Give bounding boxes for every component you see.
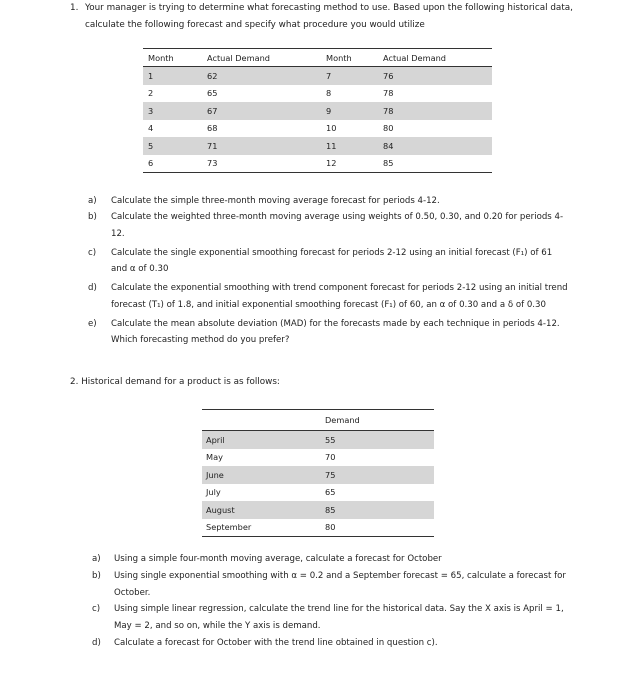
item-text: Calculate the weighted three-month moving average using weights of 0.50, 0.30, and 0.20 for periods 4-12.: [111, 212, 564, 239]
item-text: Calculate the exponential smoothing with trend component forecast for periods 2-12 using an initial trend forecast (T₁) of 1.8, and initial exponential smoothing forecast (F₁) of 60, an α of 0.30 and a δ of 0.30: [111, 283, 568, 310]
table-cell: 4: [148, 123, 154, 134]
table-cell: June: [202, 466, 325, 484]
table-cell: 65: [325, 487, 336, 498]
item-label: d): [88, 283, 97, 294]
list-item: [92, 635, 570, 652]
table-cell: 11: [326, 137, 383, 155]
list-item: [92, 601, 570, 635]
item-text: Using a simple four-month moving average, calculate a forecast for October: [114, 554, 442, 564]
table-cell: 2: [148, 88, 154, 99]
list-item: [88, 280, 570, 313]
table-cell: 1: [143, 67, 207, 85]
table-cell: 75: [325, 466, 434, 484]
question-1-text: Your manager is trying to determine what forecasting method to use. Based upon the following historical data, calculate the following forecast and specify what procedure you would utilize: [85, 3, 573, 30]
table-cell: 8: [326, 88, 332, 99]
item-text: Calculate a forecast for October with the trend line obtained in question c).: [114, 637, 438, 648]
table-cell: 78: [383, 88, 394, 99]
table-row: [202, 484, 434, 502]
table-cell: 9: [326, 102, 383, 120]
table-cell: 65: [207, 88, 218, 99]
item-text: Calculate the simple three-month moving average forecast for periods 4-12.: [111, 196, 440, 206]
table-cell: 10: [326, 123, 337, 134]
item-label: d): [92, 637, 101, 648]
item-text: Calculate the single exponential smoothing forecast for periods 2-12 using an initial forecast (F₁) of 61 and α of 0.30: [111, 247, 553, 275]
table-cell: 78: [383, 102, 492, 120]
table-row: [143, 85, 492, 103]
item-label: b): [92, 570, 101, 581]
table-cell: August: [202, 501, 325, 519]
table-cell: 7: [326, 67, 383, 85]
table-cell: 80: [325, 522, 336, 533]
table-cell: 62: [207, 67, 326, 85]
table-cell: 5: [143, 137, 207, 155]
table-cell: 85: [383, 158, 394, 169]
question-2-subitems: [92, 551, 570, 652]
table-cell: September: [206, 522, 252, 533]
table-cell: 12: [326, 158, 337, 169]
table-row: [202, 431, 434, 449]
header-actual-demand-2: Actual Demand: [383, 52, 446, 63]
header-month-2: Month: [326, 52, 352, 63]
table-cell: 67: [207, 102, 326, 120]
table-cell: 3: [143, 102, 207, 120]
demand-table-2: [202, 409, 434, 537]
table-row: [143, 137, 492, 155]
question-1-heading: [70, 0, 580, 34]
table-header-row: [143, 49, 492, 67]
list-item: [88, 316, 570, 349]
table-cell: 71: [207, 137, 326, 155]
table-cell: 85: [325, 501, 434, 519]
item-text: Using simple linear regression, calculate the trend line for the historical data. Say the X axis is April = 1, May = 2, and so on, while the Y axis is demand.: [114, 604, 564, 632]
question-2-heading: 2. Historical demand for a product is as follows:: [70, 377, 280, 387]
item-label: e): [88, 319, 97, 330]
table-row: [143, 102, 492, 120]
table-row: [202, 449, 434, 467]
list-item: [92, 568, 570, 602]
table-row: [202, 501, 434, 519]
table-cell: 68: [207, 123, 218, 134]
table-header-row: [202, 410, 434, 431]
table-row: [143, 120, 492, 138]
header-demand: Demand: [325, 415, 360, 425]
item-text: Calculate the mean absolute deviation (MAD) for the forecasts made by each technique in periods 4-12. Which forecasting method do you prefer?: [111, 319, 560, 346]
table-cell: 6: [148, 158, 154, 169]
item-text: Using single exponential smoothing with α = 0.2 and a September forecast = 65, calculate a forecast for October.: [114, 570, 566, 598]
table-cell: April: [202, 431, 325, 449]
table-row: [202, 466, 434, 484]
list-item: [92, 551, 570, 568]
header-month: Month: [148, 52, 174, 63]
table-row: [143, 155, 492, 173]
demand-table-1: [143, 48, 492, 173]
question-1-number: 1.: [70, 3, 79, 13]
table-row: [143, 67, 492, 85]
header-actual-demand: Actual Demand: [207, 52, 270, 63]
table-cell: 76: [383, 67, 492, 85]
table-cell: 73: [207, 158, 218, 169]
list-item: [88, 209, 570, 242]
table-row: [202, 519, 434, 537]
table-cell: 55: [325, 431, 434, 449]
list-item: [88, 193, 570, 209]
item-label: c): [88, 247, 97, 258]
header-blank: [202, 410, 325, 431]
item-label: a): [88, 196, 97, 206]
question-1-subitems: [88, 193, 570, 349]
item-label: b): [88, 212, 97, 223]
item-label: c): [92, 604, 101, 615]
item-label: a): [92, 554, 101, 564]
list-item: [88, 245, 570, 278]
table-cell: 84: [383, 137, 492, 155]
table-cell: May: [206, 452, 223, 463]
table-cell: July: [206, 487, 221, 498]
table-cell: 80: [383, 123, 394, 134]
table-cell: 70: [325, 452, 336, 463]
